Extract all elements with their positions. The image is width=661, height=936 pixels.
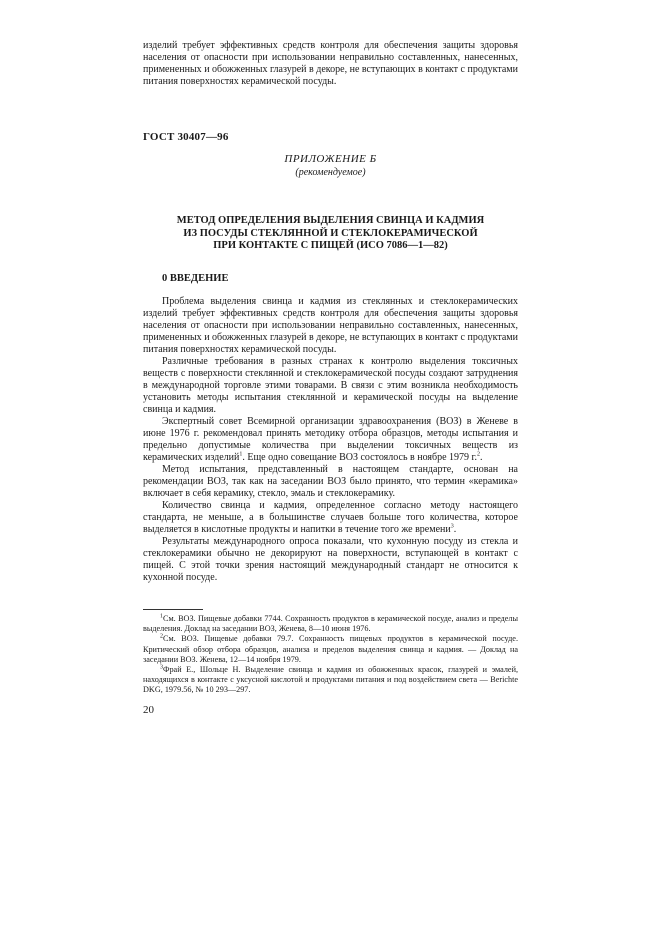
footnote-2: [143, 634, 518, 665]
title-line-1: МЕТОД ОПРЕДЕЛЕНИЯ ВЫДЕЛЕНИЯ СВИНЦА И КАДМИЯ: [176, 215, 485, 226]
footnotes: [143, 614, 518, 696]
standard-id: ГОСТ 30407—96: [143, 131, 229, 143]
paragraph-4: Метод испытания, представленный в настоящем стандарте, основан на рекомендации ВОЗ, так как на заседании ВОЗ было принято, что термин «керамика» включает в себя керамику, стекло, эмаль и стеклокерамику.: [143, 464, 518, 499]
annex-title: ПРИЛОЖЕНИЕ Б: [284, 153, 377, 165]
footnote-1-mark: 1: [160, 613, 163, 620]
paragraph-5: [143, 500, 518, 536]
footnote-ref-3: 3: [450, 523, 454, 530]
footnote-3-mark: 3: [160, 664, 163, 671]
footnote-ref-1: 1: [239, 451, 243, 458]
footnote-3-text: Фрай Е., Шольце Н. Выделение свинца и кадмия из обожженных красок, глазурей и эмалей, находящихся в контакте с уксусной кислотой и продуктами питания и под воздействием света — Berichte DKG, 1979.56, № 10 293—297.: [143, 665, 518, 695]
paragraph-3-part-b: . Еще одно совещание ВОЗ состоялось в ноябре 1979 г.: [242, 452, 477, 463]
paragraph-5-part-b: .: [453, 524, 457, 535]
footnote-1: [143, 614, 518, 634]
title-line-2: ИЗ ПОСУДЫ СТЕКЛЯННОЙ И СТЕКЛОКЕРАМИЧЕСКОЙ: [183, 227, 478, 239]
footnote-2-mark: 2: [160, 633, 163, 640]
footnote-divider: [143, 609, 203, 610]
annex-subtitle: (рекомендуемое): [295, 167, 366, 178]
paragraph-5-part-a: Количество свинца и кадмия, определенное согласно методу настоящего стандарта, не меньше, а в большинстве случаев больше того количества, которое выделяется в кислотные продукты и напитки в течение того же времени: [143, 500, 518, 535]
footnote-2-text: См. ВОЗ. Пищевые добавки 79.7. Сохранность пищевых продуктов в керамической посуде. Критический обзор отбора образцов, анализа и пределов выделения свинца и кадмия. — Доклад на заседании ВОЗ. Женева, 12—14 ноября 1979.: [143, 634, 518, 664]
paragraph-3-part-a: Экспертный совет Всемирной организации здравоохранения (ВОЗ) в Женеве в июне 1976 г. рекомендовал принять методику отбора образцов, методы испытания и предельно допустимые количества при выделении токсичных веществ из керамических изделий: [143, 416, 518, 463]
footnote-ref-2: 2: [477, 451, 480, 458]
paragraph-3-part-c: .: [480, 452, 483, 463]
footnote-1-text: См. ВОЗ. Пищевые добавки 7744. Сохранность продуктов в керамической посуде, анализ и пределы выделения. Доклад на заседании ВОЗ, Женева, 8—10 июня 1976.: [143, 614, 518, 634]
paragraph-1: Проблема выделения свинца и кадмия из стеклянных и стеклокерамических изделий требует эффективных средств контроля для обеспечения защиты здоровья населения от опасности при использовании неправильно составленных, нанесенных, примененных и обожженных глазурей в декоре, не вступающих в контакт с продуктами питания поверхностях керамической посуды.: [143, 296, 518, 355]
paragraph-2: Различные требования в разных странах к контролю выделения токсичных веществ с поверхности стеклянной и стеклокерамической посуды создают затруднения в международной торговле этими товарами. В связи с этим возникла необходимость установить методы испытания стеклянной и керамической посуды на выделение свинца и кадмия.: [143, 356, 518, 415]
paragraph-6: Результаты международного опроса показали, что кухонную посуду из стекла и стеклокерамики обычно не декорируют на поверхности, вступающей в контакт с пищей. С этой точки зрения настоящий международный стандарт не относится к кухонной посуде.: [143, 536, 518, 583]
body-text: [143, 296, 518, 584]
paragraph-3: [143, 416, 518, 464]
document-title: [143, 215, 518, 253]
title-line-3: ПРИ КОНТАКТЕ С ПИЩЕЙ (ИСО 7086—1—82): [213, 240, 448, 251]
footnote-3: [143, 665, 518, 696]
section-heading: 0 ВВЕДЕНИЕ: [162, 273, 229, 284]
continued-paragraph: изделий требует эффективных средств контроля для обеспечения защиты здоровья населения от опасности при использовании неправильно составленных, нанесенных, примененных и обожженных глазурей в декоре, не вступающих в контакт с продуктами питания поверхностях керамической посуды.: [143, 40, 518, 87]
page-number: 20: [143, 704, 154, 716]
